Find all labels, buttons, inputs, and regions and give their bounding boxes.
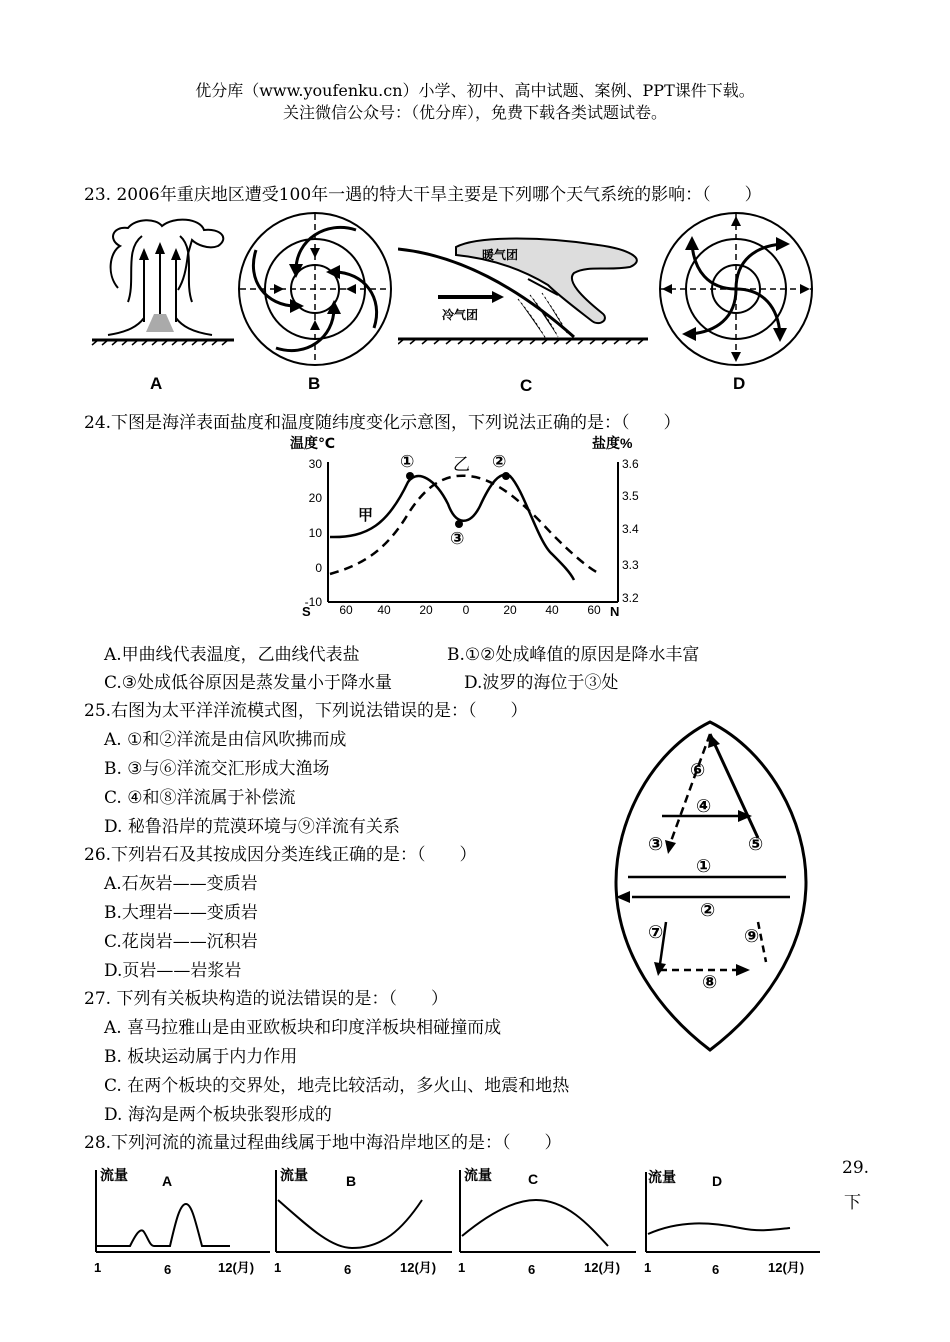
q28-a-curve bbox=[96, 1204, 230, 1246]
q27-option-c: C. 在两个板块的交界处，地壳比较活动，多火山、地震和地热 bbox=[104, 1076, 570, 1096]
q24-chart bbox=[288, 434, 660, 620]
q23-label-d: D bbox=[733, 374, 746, 393]
q28-c-xtick-1: 1 bbox=[458, 1260, 466, 1275]
q24-curve-yi bbox=[330, 476, 600, 574]
q25-mark-8: ⑧ bbox=[702, 972, 718, 992]
q25-option-a: A. ①和②洋流是由信风吹拂而成 bbox=[104, 730, 347, 750]
q24-xtick-s40: 40 bbox=[377, 603, 391, 617]
q25-mark-3: ③ bbox=[648, 834, 664, 854]
q24-xtick-n60: 60 bbox=[587, 603, 601, 617]
q24-option-a: A.甲曲线代表温度，乙曲线代表盐 bbox=[104, 645, 360, 665]
q24-mark-2: ② bbox=[492, 452, 507, 471]
q24-rtick-35: 3.5 bbox=[622, 489, 639, 503]
q24-ltick-20: 20 bbox=[308, 491, 322, 505]
q24-left-axis-title: 温度℃ bbox=[290, 435, 335, 451]
q24-ltick-0: 0 bbox=[315, 561, 322, 575]
q26-stem: 26.下列岩石及其按成因分类连线正确的是：（ ） bbox=[84, 845, 477, 865]
q24-xtick-0: 0 bbox=[462, 603, 470, 617]
q28-c-label: C bbox=[528, 1171, 539, 1187]
q28-c-xtick-6: 6 bbox=[528, 1262, 536, 1277]
q24-rtick-34: 3.4 bbox=[622, 522, 639, 536]
q26-option-d: D.页岩——岩浆岩 bbox=[104, 961, 242, 981]
q26-option-a: A.石灰岩——变质岩 bbox=[104, 874, 258, 894]
q28-d-xtick-1: 1 bbox=[644, 1260, 652, 1275]
q23-stem: 23. 2006年重庆地区遭受100年一遇的特大干旱主要是下列哪个天气系统的影响：（ ） bbox=[84, 185, 762, 205]
q27-option-b: B. 板块运动属于内力作用 bbox=[104, 1047, 298, 1067]
q25-option-c: C. ④和⑧洋流属于补偿流 bbox=[104, 788, 296, 808]
q26-option-b: B.大理岩——变质岩 bbox=[104, 903, 258, 923]
q23-cold-air-label: 冷气团 bbox=[442, 308, 479, 322]
header-line-2: 关注微信公众号：（优分库），免费下载各类试题试卷。 bbox=[282, 103, 667, 122]
q24-option-c: C.③处成低谷原因是蒸发量小于降水量 bbox=[104, 673, 393, 693]
q27-stem: 27. 下列有关板块构造的说法错误的是：（ ） bbox=[84, 989, 448, 1009]
q24-option-b: B.①②处成峰值的原因是降水丰富 bbox=[447, 645, 700, 665]
q28-b-curve bbox=[278, 1200, 422, 1248]
q28-d-xtick-12: 12(月) bbox=[768, 1260, 805, 1275]
q25-ocean-current-diagram bbox=[610, 712, 820, 1057]
q25-mark-6: ⑥ bbox=[690, 760, 706, 780]
q28-d-ylabel: 流量 bbox=[648, 1169, 676, 1185]
q25-mark-9: ⑨ bbox=[744, 926, 760, 946]
q24-mark-1: ① bbox=[400, 452, 415, 471]
q24-rtick-36: 3.6 bbox=[622, 457, 639, 471]
q25-option-b: B. ③与⑥洋流交汇形成大渔场 bbox=[104, 759, 330, 779]
q28-b-ylabel: 流量 bbox=[280, 1167, 308, 1183]
header-line-1: 优分库（www.youfenku.cn）小学、初中、高中试题、案例、PPT课件下载。 bbox=[195, 81, 755, 100]
q23-warm-air-label: 暖气团 bbox=[482, 248, 519, 262]
q28-d-curve bbox=[648, 1223, 790, 1234]
q24-xtick-s: S bbox=[302, 604, 311, 619]
q24-option-d: D.波罗的海位于③处 bbox=[464, 673, 619, 693]
q28-graph-c bbox=[456, 1160, 640, 1280]
q28-a-xtick-12: 12(月) bbox=[218, 1260, 255, 1275]
q28-graph-b bbox=[272, 1160, 458, 1280]
q28-b-xtick-12: 12(月) bbox=[400, 1260, 437, 1275]
q28-graph-d bbox=[640, 1160, 824, 1280]
q25-stem: 25.右图为太平洋洋流模式图，下列说法错误的是：（ ） bbox=[84, 701, 528, 721]
q27-option-a: A. 喜马拉雅山是由亚欧板块和印度洋板块相碰撞而成 bbox=[104, 1018, 502, 1038]
q28-b-label: B bbox=[346, 1173, 357, 1189]
q24-xtick-n: N bbox=[610, 604, 620, 619]
q28-c-ylabel: 流量 bbox=[464, 1167, 492, 1183]
q28-d-xtick-6: 6 bbox=[712, 1262, 720, 1277]
q25-mark-4: ④ bbox=[696, 796, 712, 816]
q25-option-d: D. 秘鲁沿岸的荒漠环境与⑨洋流有关系 bbox=[104, 817, 400, 837]
q28-a-ylabel: 流量 bbox=[100, 1167, 128, 1183]
q28-c-curve bbox=[462, 1200, 608, 1246]
q28-a-xtick-1: 1 bbox=[94, 1260, 102, 1275]
q28-a-xtick-6: 6 bbox=[164, 1262, 172, 1277]
q28-b-xtick-1: 1 bbox=[274, 1260, 282, 1275]
q24-xtick-n20: 20 bbox=[503, 603, 517, 617]
q24-label-yi: 乙 bbox=[453, 455, 470, 474]
q24-xtick-s60: 60 bbox=[339, 603, 353, 617]
q24-curve-jia bbox=[330, 475, 574, 580]
q25-mark-5: ⑤ bbox=[748, 834, 764, 854]
q24-xtick-s20: 20 bbox=[419, 603, 433, 617]
q29-number: 29. bbox=[842, 1158, 870, 1178]
q28-a-label: A bbox=[162, 1173, 173, 1189]
q29-continuation: 下 bbox=[844, 1193, 861, 1213]
q23-fig-d-anticyclone bbox=[656, 210, 816, 368]
q24-mark-3: ③ bbox=[450, 529, 465, 548]
q23-label-c: C bbox=[520, 376, 533, 395]
q28-c-xtick-12: 12(月) bbox=[584, 1260, 621, 1275]
q28-b-xtick-6: 6 bbox=[344, 1262, 352, 1277]
q24-ltick-30: 30 bbox=[308, 457, 322, 471]
q25-mark-1: ① bbox=[696, 856, 712, 876]
q24-label-jia: 甲 bbox=[358, 507, 374, 524]
q23-fig-a-convection bbox=[88, 210, 238, 352]
q26-option-c: C.花岗岩——沉积岩 bbox=[104, 932, 258, 952]
q24-right-axis-title: 盐度% bbox=[592, 435, 633, 451]
q23-label-a: A bbox=[150, 374, 163, 393]
q23-fig-b-cyclone bbox=[236, 210, 394, 368]
q28-stem: 28.下列河流的流量过程曲线属于地中海沿岸地区的是：（ ） bbox=[84, 1133, 562, 1153]
q24-stem: 24.下图是海洋表面盐度和温度随纬度变化示意图，下列说法正确的是：（ ） bbox=[84, 413, 681, 433]
q24-rtick-32: 3.2 bbox=[622, 591, 639, 605]
q24-ltick-10: 10 bbox=[308, 526, 322, 540]
q24-ltick-neg10: -10 bbox=[304, 595, 322, 609]
q25-mark-7: ⑦ bbox=[648, 922, 664, 942]
q24-rtick-33: 3.3 bbox=[622, 558, 639, 572]
q23-label-b: B bbox=[308, 374, 321, 393]
q24-xtick-n40: 40 bbox=[545, 603, 559, 617]
q23-fig-c-front bbox=[398, 215, 648, 355]
q25-mark-2: ② bbox=[700, 900, 716, 920]
q28-graph-a bbox=[90, 1160, 274, 1280]
q28-d-label: D bbox=[712, 1173, 723, 1189]
q27-option-d: D. 海沟是两个板块张裂形成的 bbox=[104, 1105, 332, 1125]
